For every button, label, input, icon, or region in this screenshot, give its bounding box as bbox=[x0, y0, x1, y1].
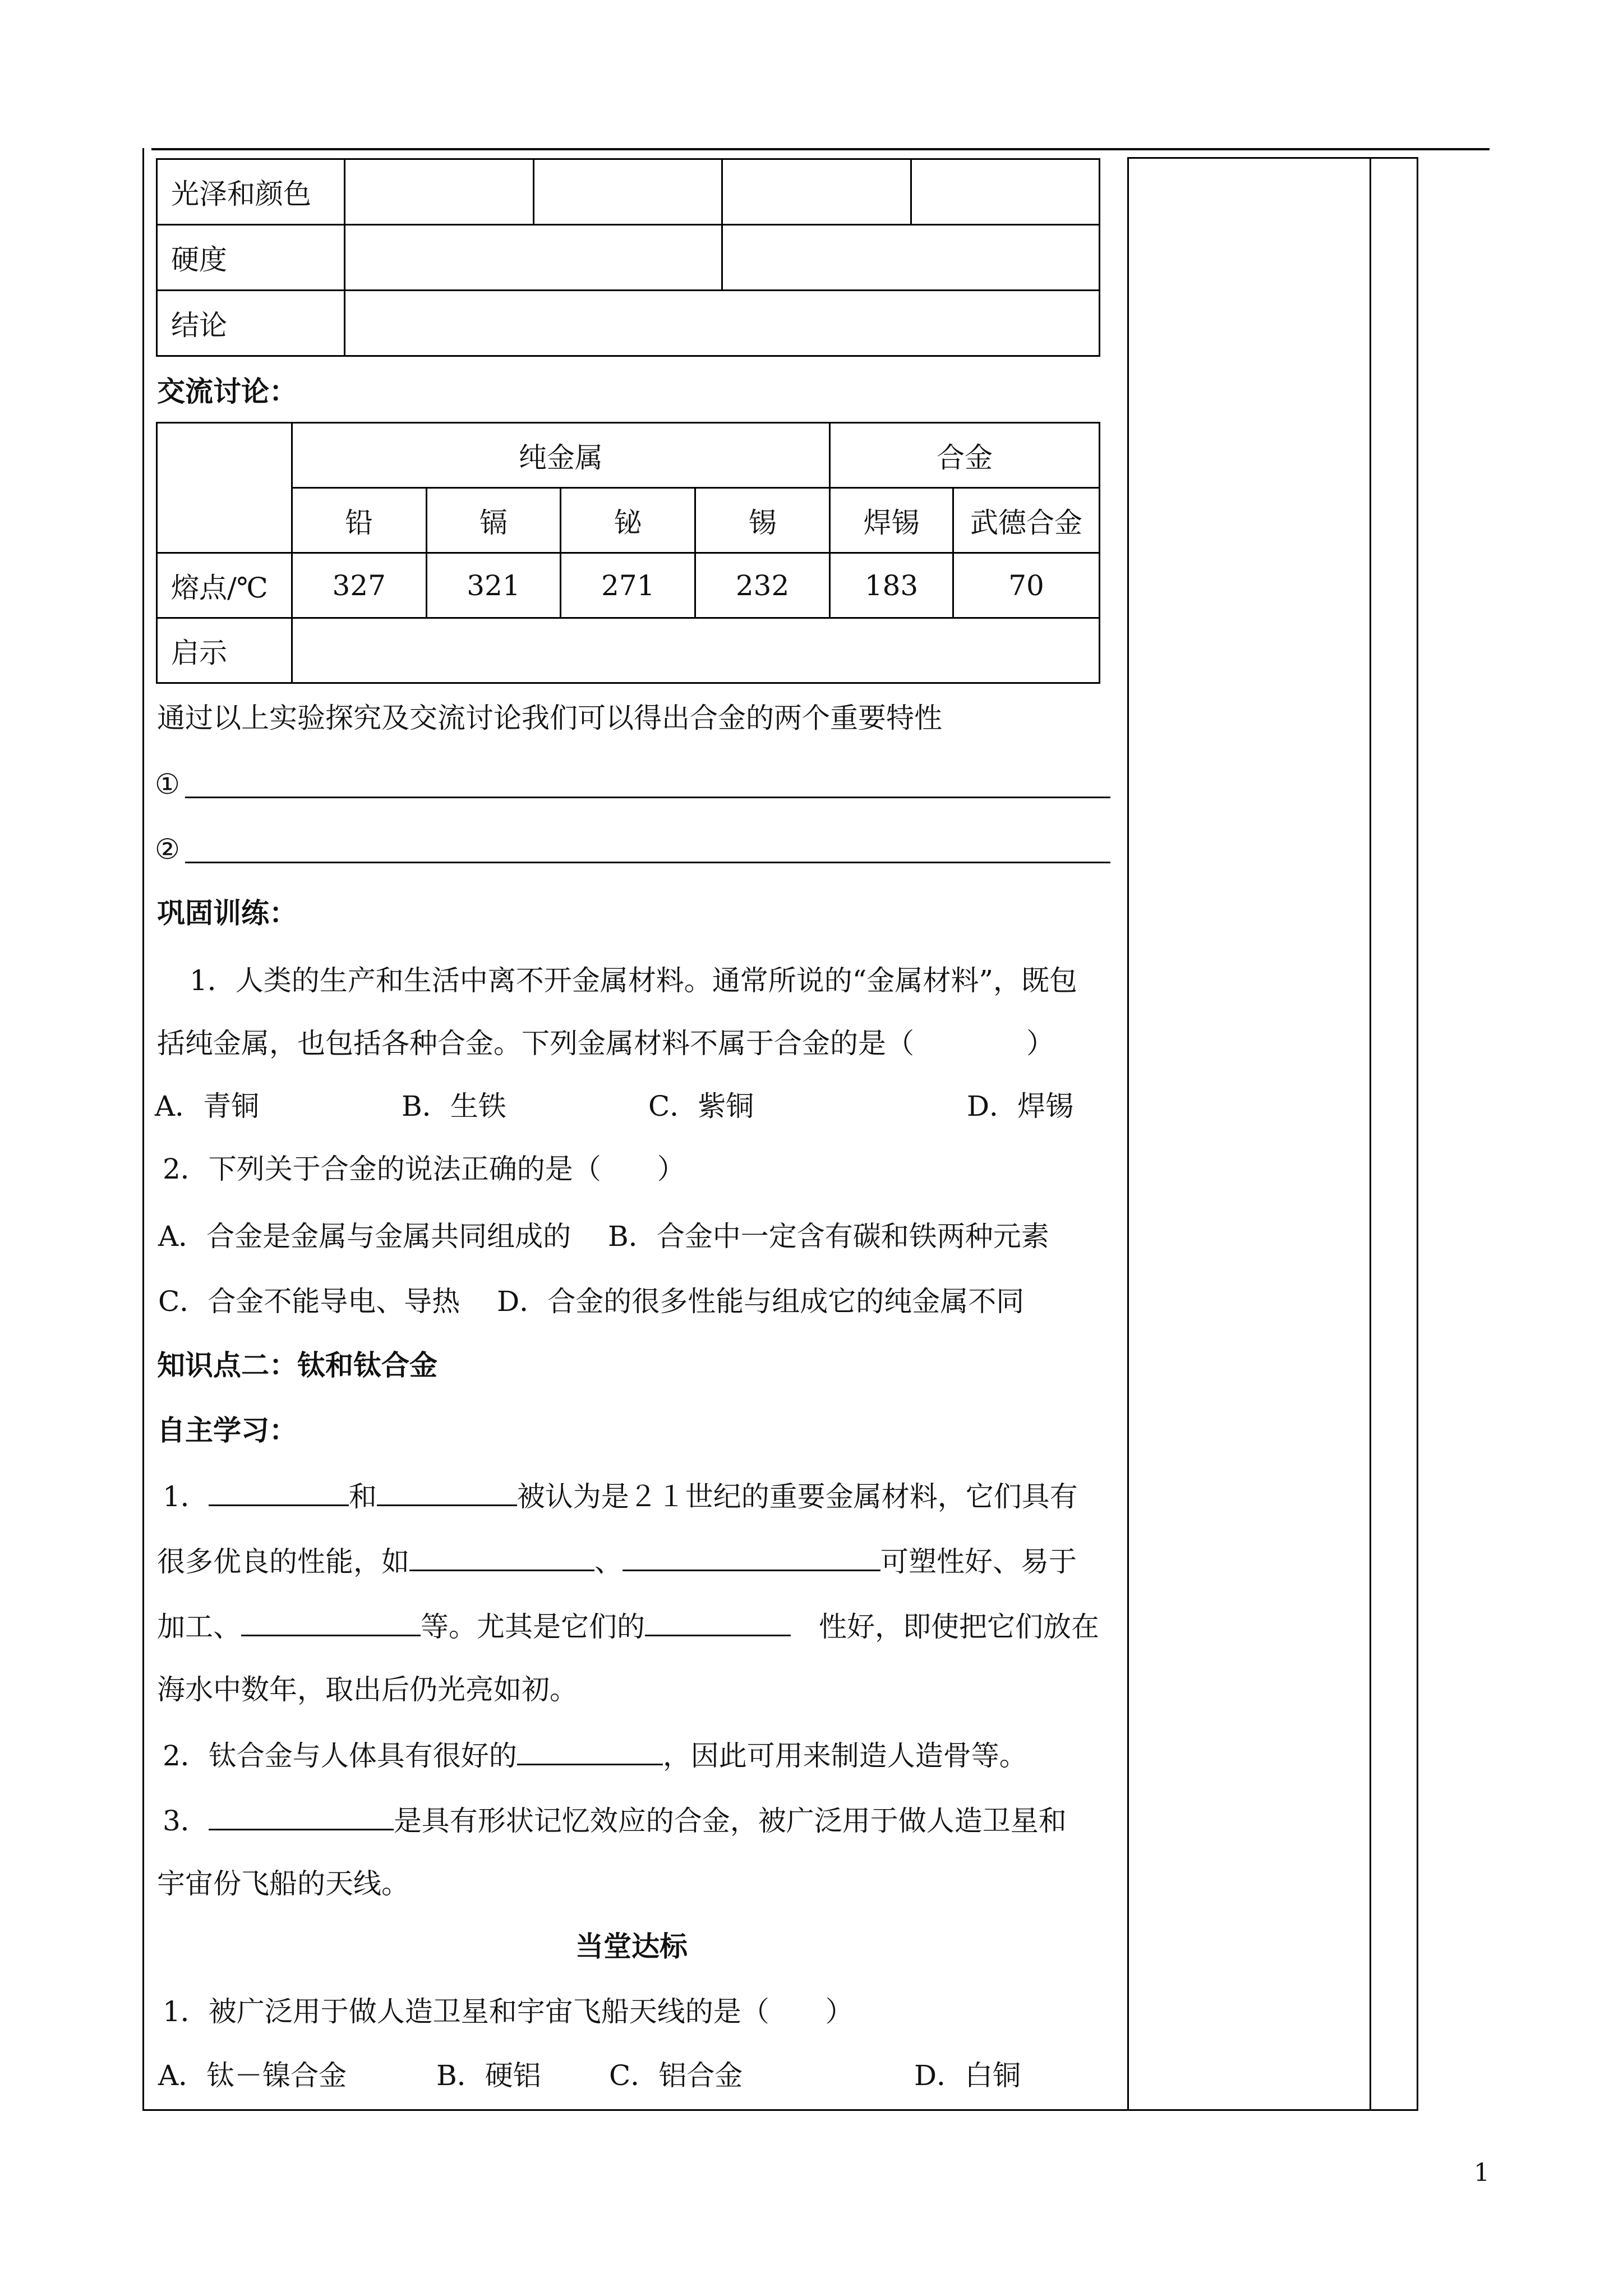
melting-point-value: 321 bbox=[426, 553, 561, 618]
cell bbox=[345, 159, 533, 225]
study-1-text: 被认为是２１世纪的重要金属材料，它们具有 bbox=[517, 1480, 1078, 1513]
study-1-line3 bbox=[157, 1608, 1099, 1644]
study-1-line1 bbox=[163, 1478, 1078, 1513]
study-3-text: 是具有形状记忆效应的合金，被广泛用于做人造卫星和 bbox=[393, 1805, 1067, 1837]
study-1-text: 加工、 bbox=[157, 1611, 241, 1643]
row-label-hardness: 硬度 bbox=[157, 225, 345, 291]
metal-name: 镉 bbox=[426, 488, 561, 553]
blank[interactable] bbox=[517, 1737, 663, 1765]
practice-q2-options-cd: C．合金不能导电、导热 D．合金的很多性能与组成它的纯金属不同 bbox=[158, 1285, 1025, 1318]
cell bbox=[533, 159, 722, 225]
study-1-text: 等。尤其是它们的 bbox=[421, 1611, 645, 1643]
top-rule bbox=[151, 148, 1490, 150]
practice-heading: 巩固训练： bbox=[157, 896, 297, 930]
blank[interactable] bbox=[623, 1543, 880, 1571]
answer-line-1 bbox=[185, 797, 1110, 798]
study-1-text: 可塑性好、易于 bbox=[880, 1545, 1077, 1578]
study-3-text: 3． bbox=[163, 1805, 209, 1837]
practice-q1-line1: 1．人类的生产和生活中离不开金属材料。通常所说的“金属材料”，既包 bbox=[190, 964, 1077, 997]
practice-q1-option-c: C．紫铜 bbox=[648, 1090, 754, 1122]
page-number: 1 bbox=[1474, 2159, 1490, 2187]
answer-line-2 bbox=[185, 862, 1110, 863]
melting-point-value: 327 bbox=[292, 553, 426, 618]
metal-name: 焊锡 bbox=[829, 488, 953, 553]
practice-q1-option-a: A．青铜 bbox=[155, 1090, 260, 1122]
study-1-text: 、 bbox=[594, 1545, 623, 1578]
melting-point-value: 183 bbox=[829, 553, 953, 618]
self-study-heading: 自主学习： bbox=[157, 1414, 297, 1447]
practice-q2-stem: 2．下列关于合金的说法正确的是（ ） bbox=[163, 1153, 685, 1185]
blank[interactable] bbox=[409, 1543, 594, 1571]
cell bbox=[345, 225, 722, 291]
cell bbox=[157, 423, 292, 553]
answer-marker-2: ② bbox=[155, 833, 180, 866]
class-test-q1-option-d: D．白铜 bbox=[914, 2059, 1021, 2092]
blank[interactable] bbox=[645, 1608, 791, 1636]
study-1-and: 和 bbox=[348, 1480, 377, 1513]
row-label-melting-point: 熔点/℃ bbox=[157, 553, 292, 618]
metal-name: 武德合金 bbox=[953, 488, 1100, 553]
answer-marker-1: ① bbox=[155, 768, 180, 800]
practice-q1-line2: 括纯金属，也包括各种合金。下列金属材料不属于合金的是（ ） bbox=[157, 1027, 1054, 1060]
melting-point-table bbox=[156, 422, 1100, 684]
cell bbox=[722, 159, 911, 225]
study-2-text: ，因此可用来制造人造骨等。 bbox=[662, 1740, 1027, 1772]
frame-col-divider-2 bbox=[1370, 157, 1371, 2110]
melting-point-value: 232 bbox=[695, 553, 830, 618]
study-1-line2 bbox=[157, 1543, 1077, 1579]
knowledge2-heading: 知识点二：钛和钛合金 bbox=[157, 1349, 437, 1382]
cell bbox=[292, 618, 1099, 683]
class-test-heading: 当堂达标 bbox=[575, 1930, 688, 1963]
class-test-q1-option-a: A．钛－镍合金 bbox=[158, 2059, 347, 2092]
group-alloy: 合金 bbox=[829, 423, 1099, 488]
conclusion-text: 通过以上实验探究及交流讨论我们可以得出合金的两个重要特性 bbox=[157, 702, 942, 734]
study-1-prefix: 1． bbox=[163, 1480, 209, 1513]
practice-q1-option-d: D．焊锡 bbox=[967, 1090, 1074, 1122]
frame-top bbox=[1127, 157, 1418, 159]
melting-point-value: 70 bbox=[953, 553, 1100, 618]
row-label-conclusion: 结论 bbox=[157, 291, 345, 356]
practice-q2-options-ab: A．合金是金属与金属共同组成的 B．合金中一定含有碳和铁两种元素 bbox=[158, 1220, 1049, 1253]
blank[interactable] bbox=[241, 1608, 421, 1636]
study-2-text: 2．钛合金与人体具有很好的 bbox=[163, 1740, 517, 1772]
row-label-hint: 启示 bbox=[157, 618, 292, 683]
frame-left bbox=[142, 148, 144, 2110]
melting-point-value: 271 bbox=[561, 553, 695, 618]
study-1-text: 性好，即使把它们放在 bbox=[819, 1611, 1099, 1643]
blank[interactable] bbox=[377, 1478, 517, 1506]
study-1-text: 很多优良的性能，如 bbox=[157, 1545, 409, 1578]
practice-q1-option-b: B．生铁 bbox=[402, 1090, 506, 1122]
cell bbox=[345, 291, 1100, 356]
group-pure-metal: 纯金属 bbox=[292, 423, 829, 488]
metal-name: 铅 bbox=[292, 488, 426, 553]
discussion-heading: 交流讨论： bbox=[157, 375, 297, 408]
study-3-line2: 宇宙份飞船的天线。 bbox=[157, 1867, 409, 1900]
class-test-q1-option-c: C．铝合金 bbox=[609, 2059, 743, 2092]
class-test-q1-stem: 1．被广泛用于做人造卫星和宇宙飞船天线的是（ ） bbox=[163, 1995, 854, 2028]
metal-name: 锡 bbox=[695, 488, 830, 553]
cell bbox=[722, 225, 1100, 291]
cell bbox=[911, 159, 1099, 225]
frame-bottom bbox=[142, 2109, 1418, 2111]
row-label-luster: 光泽和颜色 bbox=[157, 159, 345, 225]
frame-right bbox=[1417, 157, 1418, 2110]
metal-name: 铋 bbox=[561, 488, 695, 553]
study-1-line4: 海水中数年，取出后仍光亮如初。 bbox=[157, 1673, 578, 1706]
study-3-line1 bbox=[163, 1802, 1067, 1838]
frame-col-divider bbox=[1127, 157, 1129, 2110]
properties-table bbox=[156, 158, 1100, 357]
study-2 bbox=[163, 1737, 1027, 1773]
blank[interactable] bbox=[209, 1478, 349, 1506]
class-test-q1-option-b: B．硬铝 bbox=[436, 2059, 541, 2092]
blank[interactable] bbox=[209, 1802, 394, 1830]
